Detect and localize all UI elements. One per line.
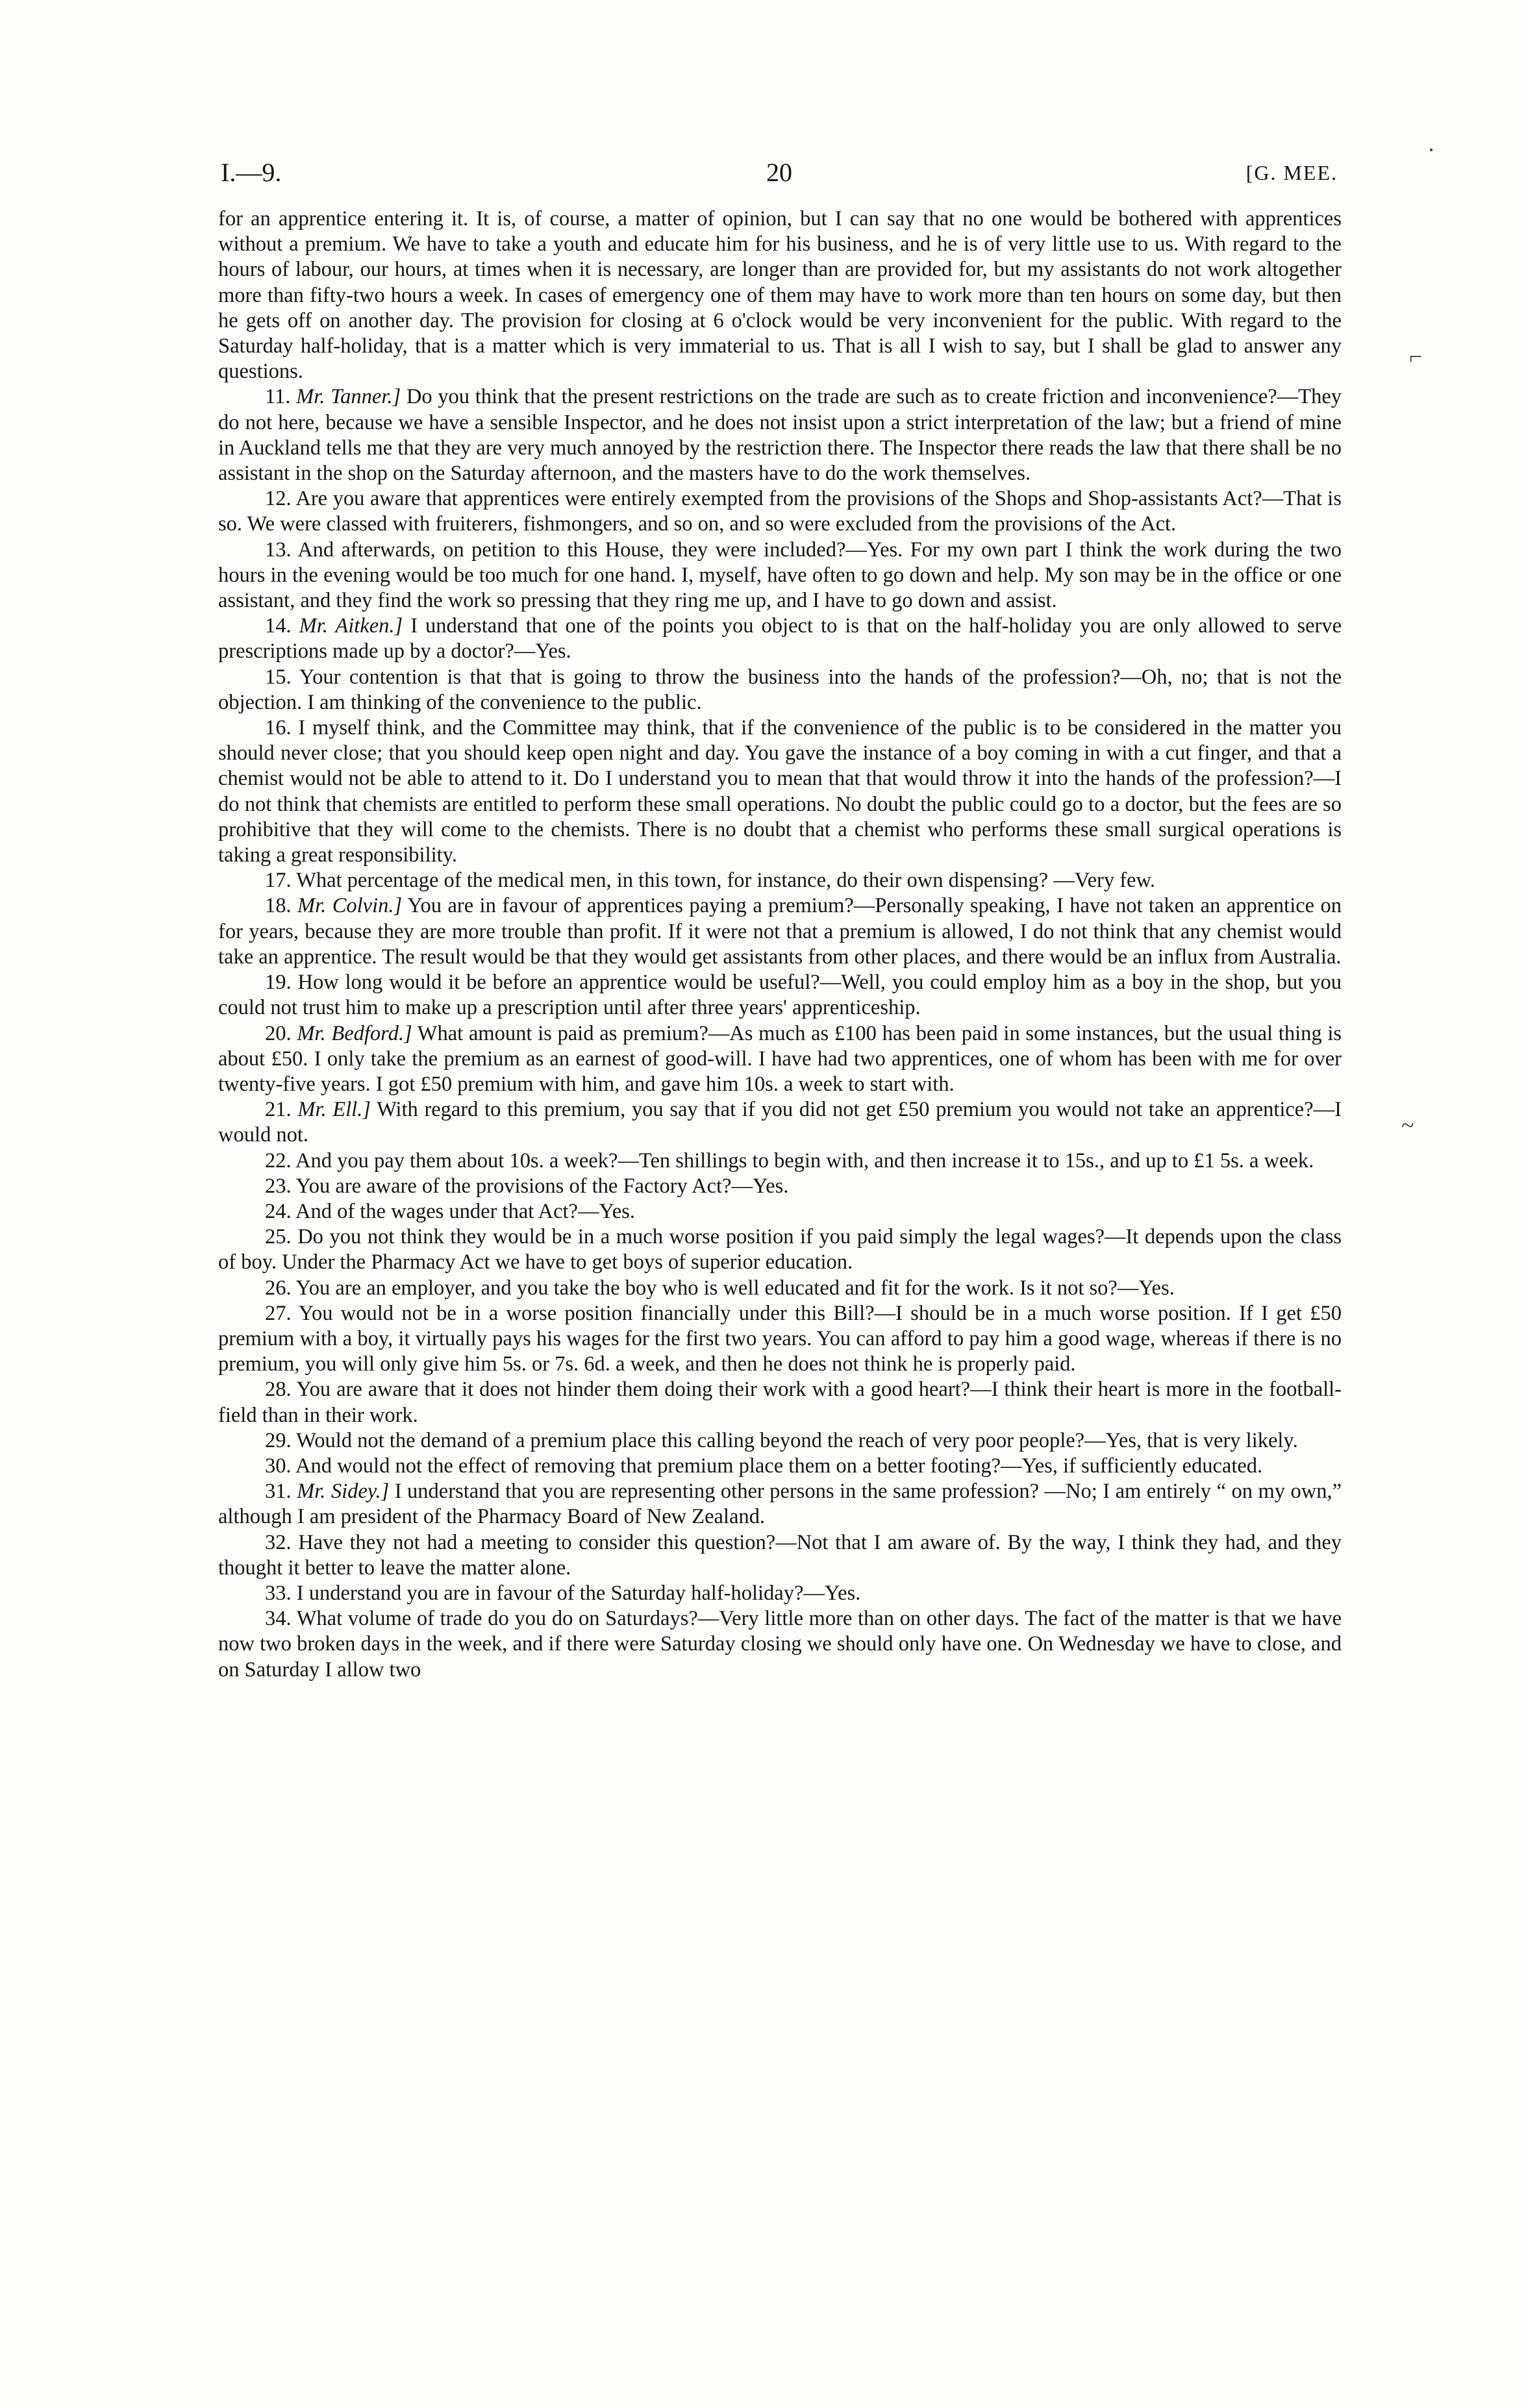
speaker-name: Mr. Ell.] [297, 1098, 371, 1122]
paragraph-text: And afterwards, on petition to this House, they were included?—Yes. For my own part I think the work during the two hours in the evening would be too much for one hand. I, myself, have often to go down and help. My son may be in the office or one assistant, and they find the work so pressing that they ring me up, and I have to go down and assist. [218, 538, 1342, 613]
paragraph-text: Are you aware that apprentices were entirely exempted from the provisions of the Shops and Shop-assistants Act?—That is so. We were classed with fruiterers, fishmongers, and so on, and so were excluded from the provisions of the Act. [218, 487, 1342, 536]
testimony-paragraph [218, 1097, 1342, 1148]
paragraph-text: Your contention is that that is going to throw the business into the hands of the profession?—Oh, no; that is not the objection. I am thinking of the convenience to the public. [218, 665, 1342, 714]
testimony-paragraph [218, 868, 1342, 893]
question-number: 28. [265, 1378, 292, 1402]
question-number: 21. [265, 1098, 292, 1122]
paragraph-text: And you pay them about 10s. a week?—Ten shillings to begin with, and then increase it to 15s., and up to £1 5s. a week. [295, 1148, 1314, 1173]
testimony-paragraph [218, 1581, 1342, 1606]
question-number: 11. [265, 385, 291, 409]
speaker-name: Mr. Sidey.] [297, 1480, 390, 1504]
testimony-paragraph [218, 715, 1342, 868]
question-number: 15. [265, 665, 292, 689]
speaker-name: Mr. Bedford.] [297, 1021, 412, 1045]
testimony-paragraph [218, 1276, 1342, 1301]
question-number: 20. [265, 1021, 292, 1045]
question-number: 23. [265, 1174, 292, 1198]
testimony-paragraph [218, 1174, 1342, 1199]
question-number: 27. [265, 1301, 292, 1325]
transcript-body [218, 206, 1342, 1683]
testimony-paragraph [218, 1224, 1342, 1275]
paragraph-text: What volume of trade do you do on Saturdays?—Very little more than on other days. The fact of the matter is that we have now two broken days in the week, and if there were Saturday closing we should only have one. On Wednesday we have to close, and on Saturday I allow two [218, 1607, 1342, 1682]
testimony-paragraph [218, 206, 1342, 384]
paragraph-text: You would not be in a worse position financially under this Bill?—I should be in a much worse position. If I get £50 premium with a boy, it virtually pays his wages for the first two years. You can afford to pay him a good wage, whereas if there is no premium, you will only give him 5s. or 7s. 6d. a week, and then he does not think he is properly paid. [218, 1301, 1342, 1376]
speaker-name: Mr. Aitken.] [299, 614, 403, 638]
speaker-name: Mr. Tanner.] [296, 385, 401, 409]
question-number: 19. [265, 971, 292, 995]
testimony-paragraph [218, 893, 1342, 970]
witness-name: [G. MEE. [1245, 161, 1338, 184]
paragraph-text: With regard to this premium, you say that if you did not get £50 premium you would not take an apprentice?—I would not. [218, 1098, 1342, 1147]
question-number: 22. [265, 1148, 292, 1173]
question-number: 29. [265, 1428, 292, 1452]
margin-mark: ⌐ [1409, 343, 1423, 369]
question-number: 18. [265, 894, 292, 918]
question-number: 30. [265, 1454, 292, 1478]
question-number: 12. [265, 487, 292, 511]
paragraph-text: Do you not think they would be in a much worse position if you paid simply the legal wages?—It depends upon the class of boy. Under the Pharmacy Act we have to get boys of superior education. [218, 1225, 1342, 1274]
question-number: 25. [265, 1225, 292, 1249]
testimony-paragraph [218, 614, 1342, 664]
testimony-paragraph [218, 486, 1342, 537]
testimony-paragraph [218, 970, 1342, 1021]
testimony-paragraph [218, 1148, 1342, 1174]
question-number: 24. [265, 1199, 292, 1223]
paragraph-text: And would not the effect of removing that premium place them on a better footing?—Yes, if sufficiently educated. [295, 1454, 1263, 1478]
paragraph-text: Do you think that the present restrictions on the trade are such as to create friction and inconvenience?—They do not here, because we have a sensible Inspector, and he does not insist upon a strict interpretation of the law; but a friend of mine in Auckland tells me that they are very much annoyed by the restriction there. The Inspector there reads the law that there shall be no assistant in the shop on the Saturday afternoon, and the masters have to do the work themselves. [218, 385, 1342, 486]
question-number: 32. [265, 1530, 292, 1554]
testimony-paragraph [218, 1377, 1342, 1428]
paragraph-text: for an apprentice entering it. It is, of course, a matter of opinion, but I can say that no one would be bothered with apprentices without a premium. We have to take a youth and educate him for his business, and he is of very little use to us. With regard to the hours of labour, our hours, at times when it is necessary, are longer than are provided for, but my assistants do not work altogether more than fifty-two hours a week. In cases of emergency one of them may have to work more than ten hours on some day, but then he gets off on another day. The provision for closing at 6 o'clock would be very inconvenient for the public. With regard to the Saturday half-holiday, that is a matter which is very immaterial to us. That is all I wish to say, but I shall be glad to answer any questions. [218, 207, 1342, 384]
margin-mark: · [1427, 137, 1435, 163]
document-code: I.—9. [221, 158, 282, 187]
testimony-paragraph [218, 384, 1342, 486]
testimony-paragraph [218, 538, 1342, 614]
margin-mark: ~ [1401, 1112, 1414, 1138]
speaker-name: Mr. Colvin.] [297, 894, 403, 918]
paragraph-text: What amount is paid as premium?—As much as £100 has been paid in some instances, but the usual thing is about £50. I only take the premium as an earnest of good-will. I have had two apprentices, one of whom has been with me for over twenty-five years. I got £50 premium with him, and gave him 10s. a week to start with. [218, 1021, 1342, 1096]
page-header [221, 153, 1338, 192]
paragraph-text: Would not the demand of a premium place this calling beyond the reach of very poor people?—Yes, that is very likely. [296, 1428, 1298, 1452]
paragraph-text: Have they not had a meeting to consider this question?—Not that I am aware of. By the way, I think they had, and they thought it better to leave the matter alone. [218, 1530, 1342, 1580]
testimony-paragraph [218, 1479, 1342, 1530]
question-number: 14. [265, 614, 292, 638]
testimony-paragraph [218, 1301, 1342, 1378]
paragraph-text: What percentage of the medical men, in this town, for instance, do their own dispensing? —Very few. [296, 869, 1155, 893]
paragraph-text: I understand that you are representing other persons in the same profession? —No; I am entirely “ on my own,” although I am president of the Pharmacy Board of New Zealand. [218, 1480, 1342, 1529]
testimony-paragraph [218, 1199, 1342, 1224]
page-number: 20 [766, 158, 792, 187]
testimony-paragraph [218, 1454, 1342, 1479]
testimony-paragraph [218, 1428, 1342, 1454]
question-number: 17. [265, 869, 292, 893]
question-number: 26. [265, 1276, 292, 1300]
paragraph-text: I myself think, and the Committee may think, that if the convenience of the public is to be considered in the matter you should never close; that you should keep open night and day. You gave the instance of a boy coming in with a cut finger, and that a chemist would not be able to attend to it. Do I understand you to mean that that would throw it into the hands of the profession?—I do not think that chemists are entitled to perform these small operations. No doubt the public could go to a doctor, but the fees are so prohibitive that they will come to the chemists. There is no doubt that a chemist who performs these small surgical operations is taking a great responsibility. [218, 716, 1342, 867]
paragraph-text: I understand that one of the points you object to is that on the half-holiday you are only allowed to serve prescriptions made up by a doctor?—Yes. [218, 614, 1342, 664]
question-number: 16. [265, 716, 292, 740]
question-number: 31. [265, 1480, 292, 1504]
testimony-paragraph [218, 1530, 1342, 1581]
paragraph-text: You are aware that it does not hinder them doing their work with a good heart?—I think their heart is more in the football-field than in their work. [218, 1378, 1342, 1427]
paragraph-text: I understand you are in favour of the Saturday half-holiday?—Yes. [296, 1581, 861, 1605]
testimony-paragraph [218, 1606, 1342, 1683]
paragraph-text: You are aware of the provisions of the Factory Act?—Yes. [295, 1174, 789, 1198]
testimony-paragraph [218, 665, 1342, 715]
question-number: 33. [265, 1581, 292, 1605]
paragraph-text: You are an employer, and you take the boy who is well educated and fit for the work. Is it not so?—Yes. [295, 1276, 1175, 1300]
paragraph-text: You are in favour of apprentices paying a premium?—Personally speaking, I have not taken an apprentice on for years, because they are more trouble than profit. If it were not that a premium is allowed, I do not think that any chemist would take an apprentice. The result would be that they would get assistants from other places, and there would be an influx from Australia. [218, 894, 1342, 969]
question-number: 13. [265, 538, 292, 562]
question-number: 34. [265, 1607, 292, 1631]
paragraph-text: How long would it be before an apprentice would be useful?—Well, you could employ him as a boy in the shop, but you could not trust him to make up a prescription until after three years' apprenticeship. [218, 971, 1342, 1020]
testimony-paragraph [218, 1021, 1342, 1098]
paragraph-text: And of the wages under that Act?—Yes. [295, 1199, 635, 1223]
